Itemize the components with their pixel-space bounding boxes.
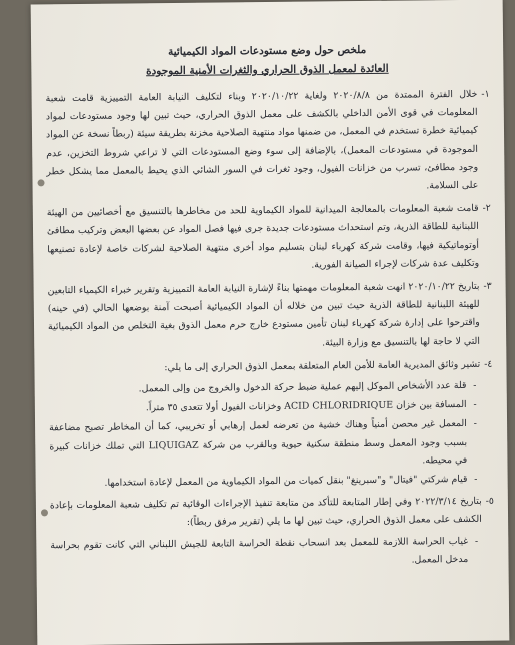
bullet-list [50,532,482,573]
bullet-list [49,377,482,494]
paragraph-text: بتاريخ ٢٠٢٠/١٠/٢٢ انهت شعبة المعلومات مهمتها بناءً لإشارة النيابة العامة التمييزية وتقرير خبراء الكيمياء التابعين للهيئة اللبنانية للطاقة الذرية حيث تبين من خلاله أن المواد الكيميائية أصبحت آمنة بوضعها الحالي (في حينه) واقترحوا على إدارة شركة كهرباء لبنان تأمين مستودع خارج حرم معمل الذوق بغية التخلص من المواد الكيميائية التي لا حاجة لها بالتنسيق مع وزارة البيئة. [47,280,481,349]
paragraph-number: ٥- [485,495,494,508]
paragraph-number: ٤- [484,358,493,370]
paragraph-5 [50,493,495,575]
paragraph-4 [48,356,493,496]
paragraph-3 [48,278,493,358]
punch-hole [41,509,48,516]
list-item: - قيام شركتي "فيتال" و"سبرينغ" بنقل كميات من المواد الكيماوية من المعمل لإعادة استخدامها. [50,471,468,494]
paragraph-number: ٣- [483,280,492,292]
paragraph-number: ٢- [482,202,491,214]
document-subtitle: العائدة لمعمل الذوق الحراري والثغرات الأمنية الموجودة [146,62,389,78]
paragraph-text: قامت شعبة المعلومات بالمعالجة الميدانية للمواد الكيماوية للحد من مخاطرها بالتنسيق مع أخصائيين من الهيئة اللبنانية للطاقة الذرية، وتم استحداث مستودعات جديدة جرى فيها فصل المواد عن بعضها البعض وتركيب مطافئ أوتوماتيكية فيها، وقامت شركة كهرباء لبنان بتسليم مواد أخرى منتهية الصلاحية لشركات خاصة لإعادة تصنيعها وتكليف عدة شركات لإجراء الصيانة الفورية. [46,203,480,271]
paragraph-2 [47,200,492,280]
paragraph-text: خلال الفترة الممتدة من ٢٠٢٠/٨/٨ ولغاية ٢٠٢٠/١٠/٢٢ وبناء لتكليف النيابة العامة التمييزية قامت شعبة المعلومات في قوى الأمن الداخلي بالكشف على معمل الذوق الحراري، حيث تبين لها وجود مستودعات لمواد كيميائية خطرة تستخدم في المعمل، من ضمنها مواد منتهية الصلاحية مخزنة بطريقة سيئة (ربطاً نسخة عن المواد الموجودة في مستودعات المعمل)، بالإضافة إلى سوء وضع المستودعات التي لا تراعي شروط التخزين، عدم وجود مطافئ، تسرب من خزانات الفيول، وجود ثغرات في السور الشائي الذي يحيط بالمعمل مما يشكل خطر على السلامة. [45,88,479,192]
paragraph-text: بتاريخ ٢٠٢٢/٣/١٤ وفي إطار المتابعة للتأكد من متابعة تنفيذ الإجراءات الوقائية تم تكليف شعبة المعلومات بإعادة الكشف على معمل الذوق الحراري، حيث تبين لها ما يلي (تقرير مرفق ربطاً): [49,496,482,529]
list-item: - قلة عدد الأشخاص الموكل إليهم عملية ضبط حركة الدخول والخروج من وإلى المعمل. [49,377,467,400]
document-body [45,40,495,578]
list-item: - المعمل غير محصن أمنياً وهناك خشية من تعرضه لعمل إرهابي أو تخريبي، كما أن المخاطر تصبح مضاعفة بسبب وجود المعمل وسط منطقة سكنية حيوية وبالقرب من شركة LIQUIGAZ التي تملك خزانات كبيرة في محيطه. [49,415,467,474]
paragraph-1 [46,86,491,203]
document-page [31,0,510,645]
paragraph-number: ١- [481,88,490,100]
paragraph-text: تشير وثائق المديرية العامة للأمن العام المتعلقة بمعمل الذوق الحراري إلى ما يلي: [164,358,481,373]
document-title: ملخص حول وضع مستودعات المواد الكيميائية [167,43,367,59]
list-item: - غياب الحراسة اللازمة للمعمل بعد انسحاب نقطة الحراسة التابعة للجيش اللبناني التي كانت تقوم بحراسة مدخل المعمل. [50,533,468,574]
punch-hole [37,179,44,186]
list-item: - المسافة بين خزان ACID CHLORIDRIQUE وخزانات الفيول أولا تتعدى ٣٥ متراً. [49,396,467,419]
